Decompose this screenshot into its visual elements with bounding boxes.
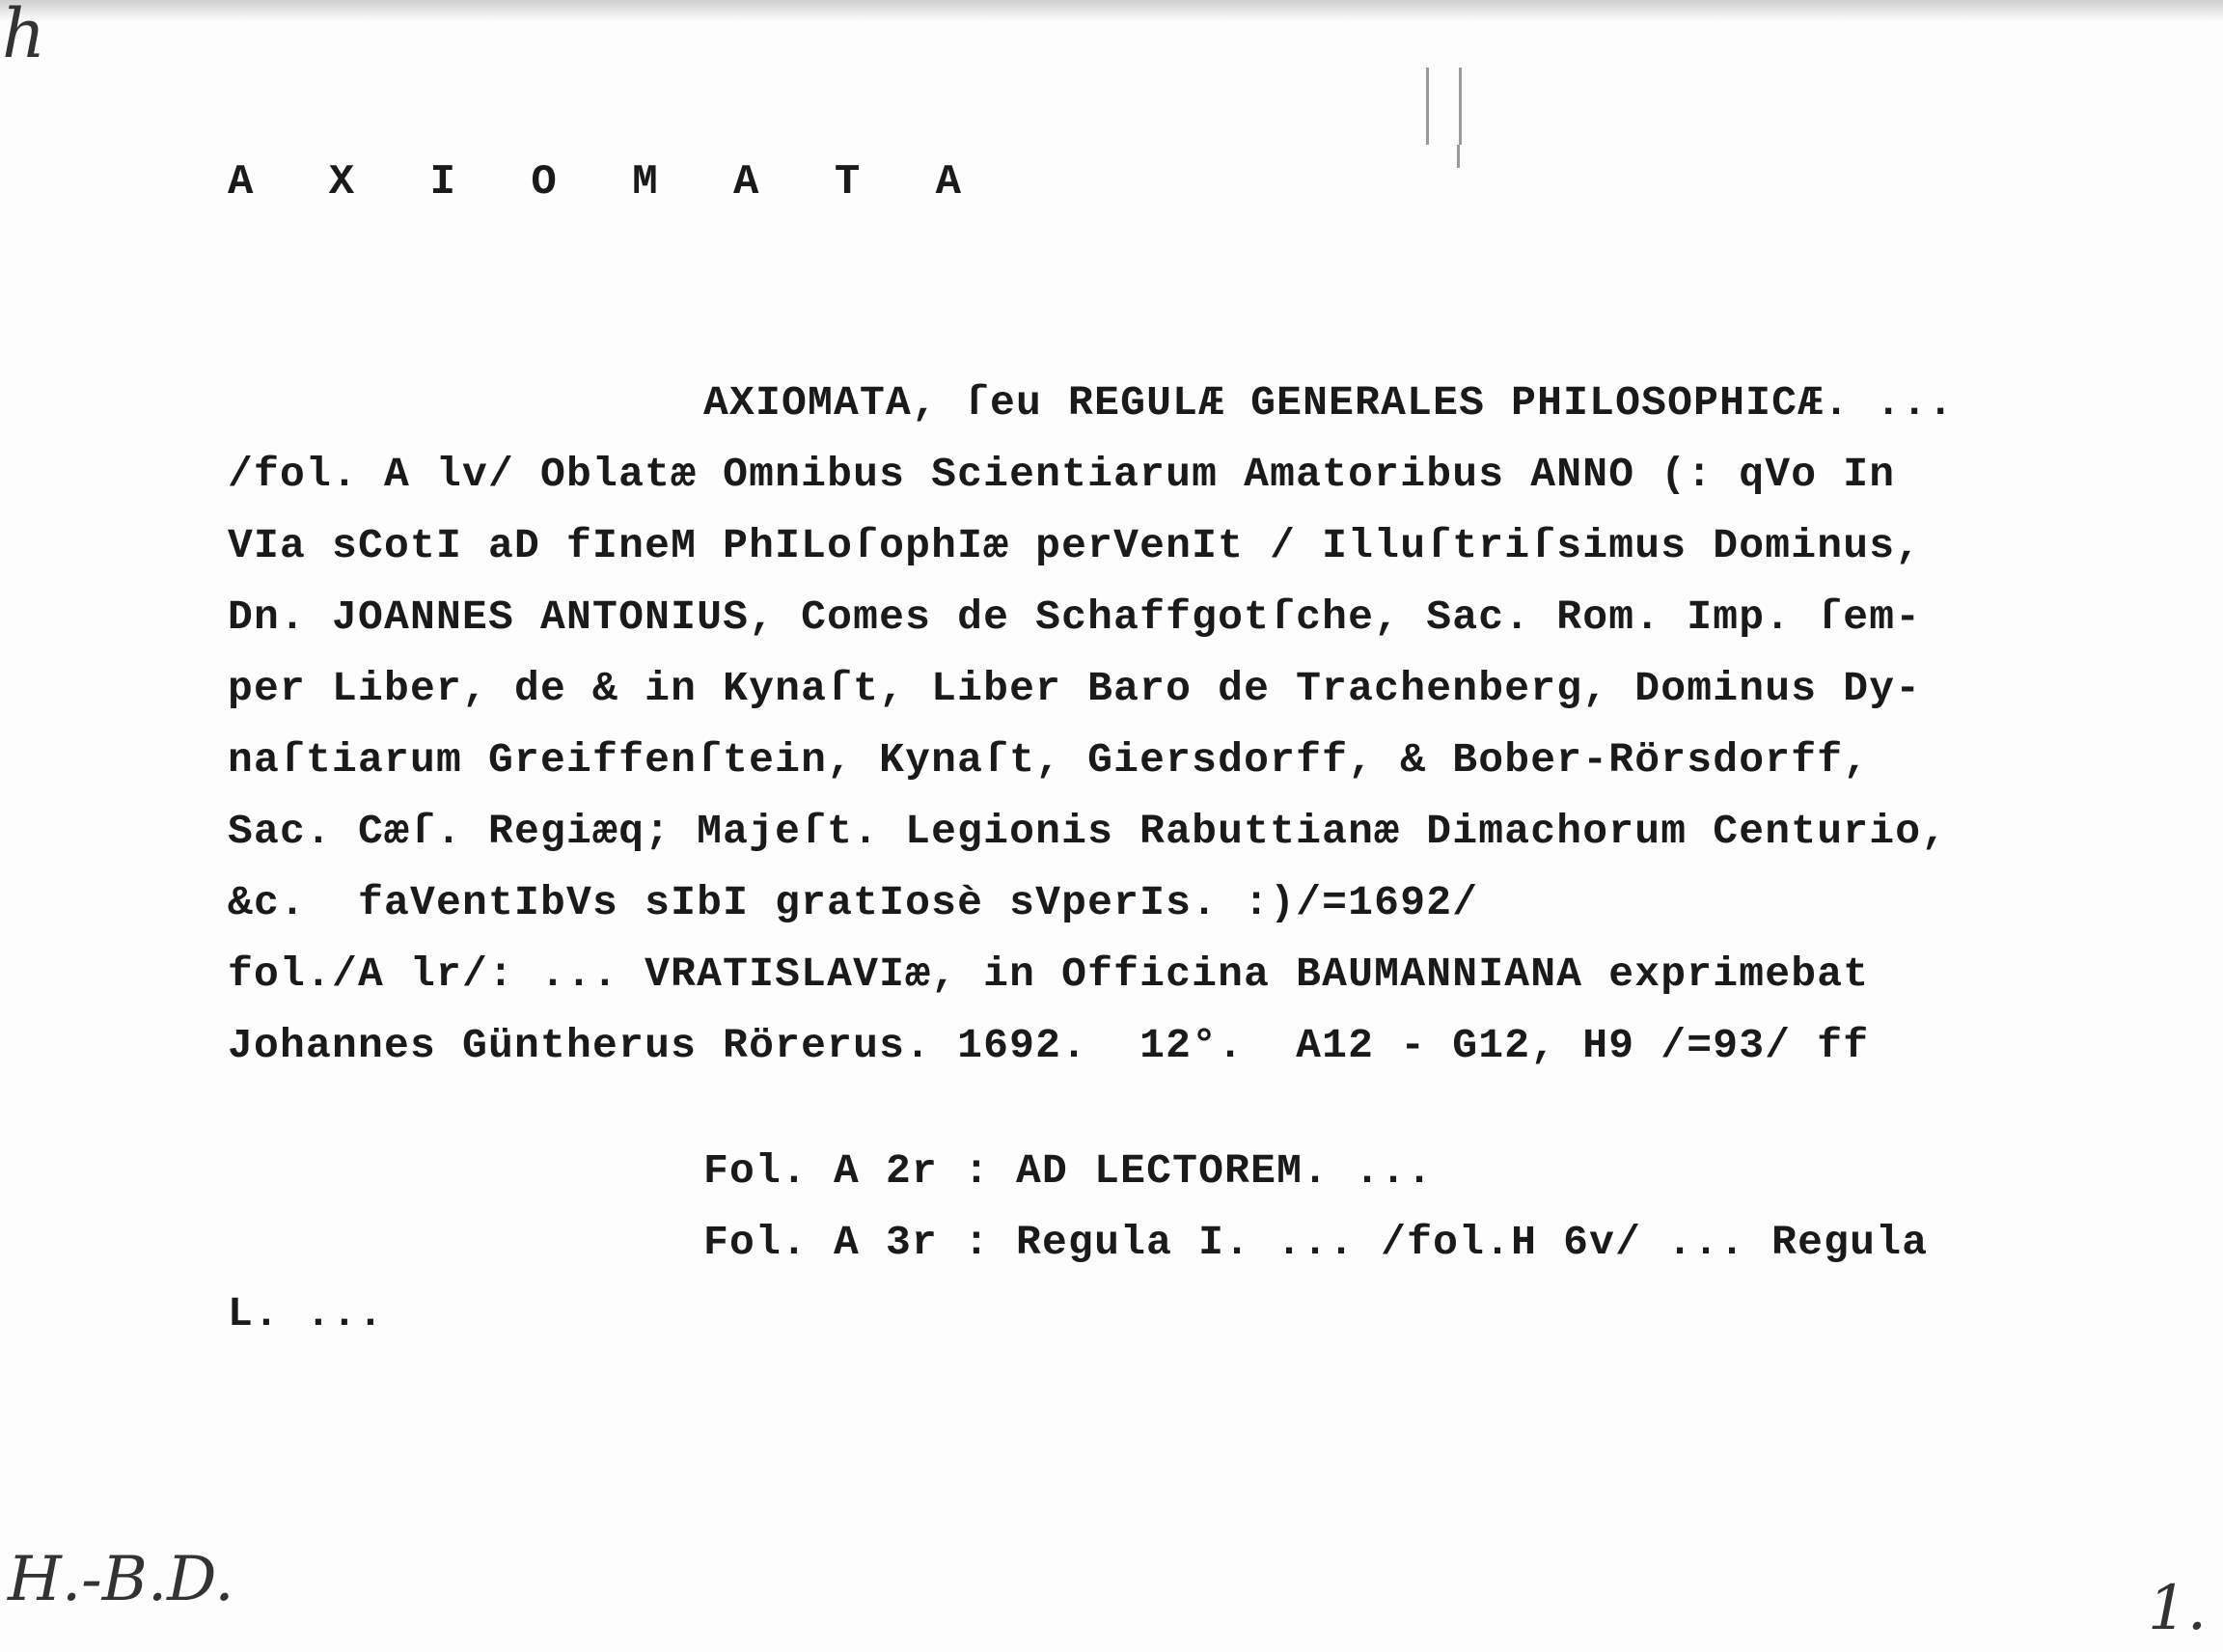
corner-mark: h bbox=[2, 0, 46, 73]
pencil-stroke bbox=[1426, 68, 1429, 145]
card-number: 1. bbox=[2148, 1573, 2208, 1644]
description-line-9: fol./A lr/: ... VRATISLAVIæ, in Officina BAUMANNIANA exprimebat bbox=[228, 950, 1870, 998]
pencil-stroke bbox=[1457, 145, 1460, 168]
description-line-7: Sac. Cæſ. Regiæq; Majeſt. Legionis Rabuttianæ Dimachorum Centurio, bbox=[228, 808, 1948, 855]
contents-line-tail: L. ... bbox=[228, 1290, 385, 1337]
contents-line-1: Fol. A 2r : AD LECTOREM. ... bbox=[703, 1147, 1434, 1195]
description-line-3: VIa sCotI aD fIneM PhILoſophIæ perVenIt / Illuſtriſsimus Dominus, bbox=[228, 522, 1922, 569]
description-line-5: per Liber, de & in Kynaſt, Liber Baro de Trachenberg, Dominus Dy- bbox=[228, 665, 1922, 712]
description-line-4: Dn. JOANNES ANTONIUS, Comes de Schaffgotſche, Sac. Rom. Imp. ſem- bbox=[228, 593, 1922, 641]
description-line-1: AXIOMATA, ſeu REGULÆ GENERALES PHILOSOPHICÆ. ... bbox=[703, 379, 1955, 427]
contents-line-2: Fol. A 3r : Regula I. ... /fol.H 6v/ ... Regula bbox=[703, 1219, 1929, 1266]
description-line-8: &c. faVentIbVs sIbI gratIosè sVperIs. :)/=1692/ bbox=[228, 879, 1479, 926]
description-line-2: /fol. A lv/ Oblatæ Omnibus Scientiarum Amatoribus ANNO (: qVo In bbox=[228, 451, 1896, 498]
card-top-shadow bbox=[0, 0, 2223, 21]
pencil-stroke bbox=[1459, 68, 1462, 145]
card-heading: A X I O M A T A bbox=[228, 158, 987, 206]
description-line-6: naſtiarum Greiffenſtein, Kynaſt, Giersdorff, & Bober-Rörsdorff, bbox=[228, 736, 1870, 784]
description-line-10: Johannes Güntherus Rörerus. 1692. 12°. A12 - G12, H9 /=93/ ff bbox=[228, 1022, 1870, 1069]
handwritten-signature: H.-B.D. bbox=[8, 1544, 234, 1615]
